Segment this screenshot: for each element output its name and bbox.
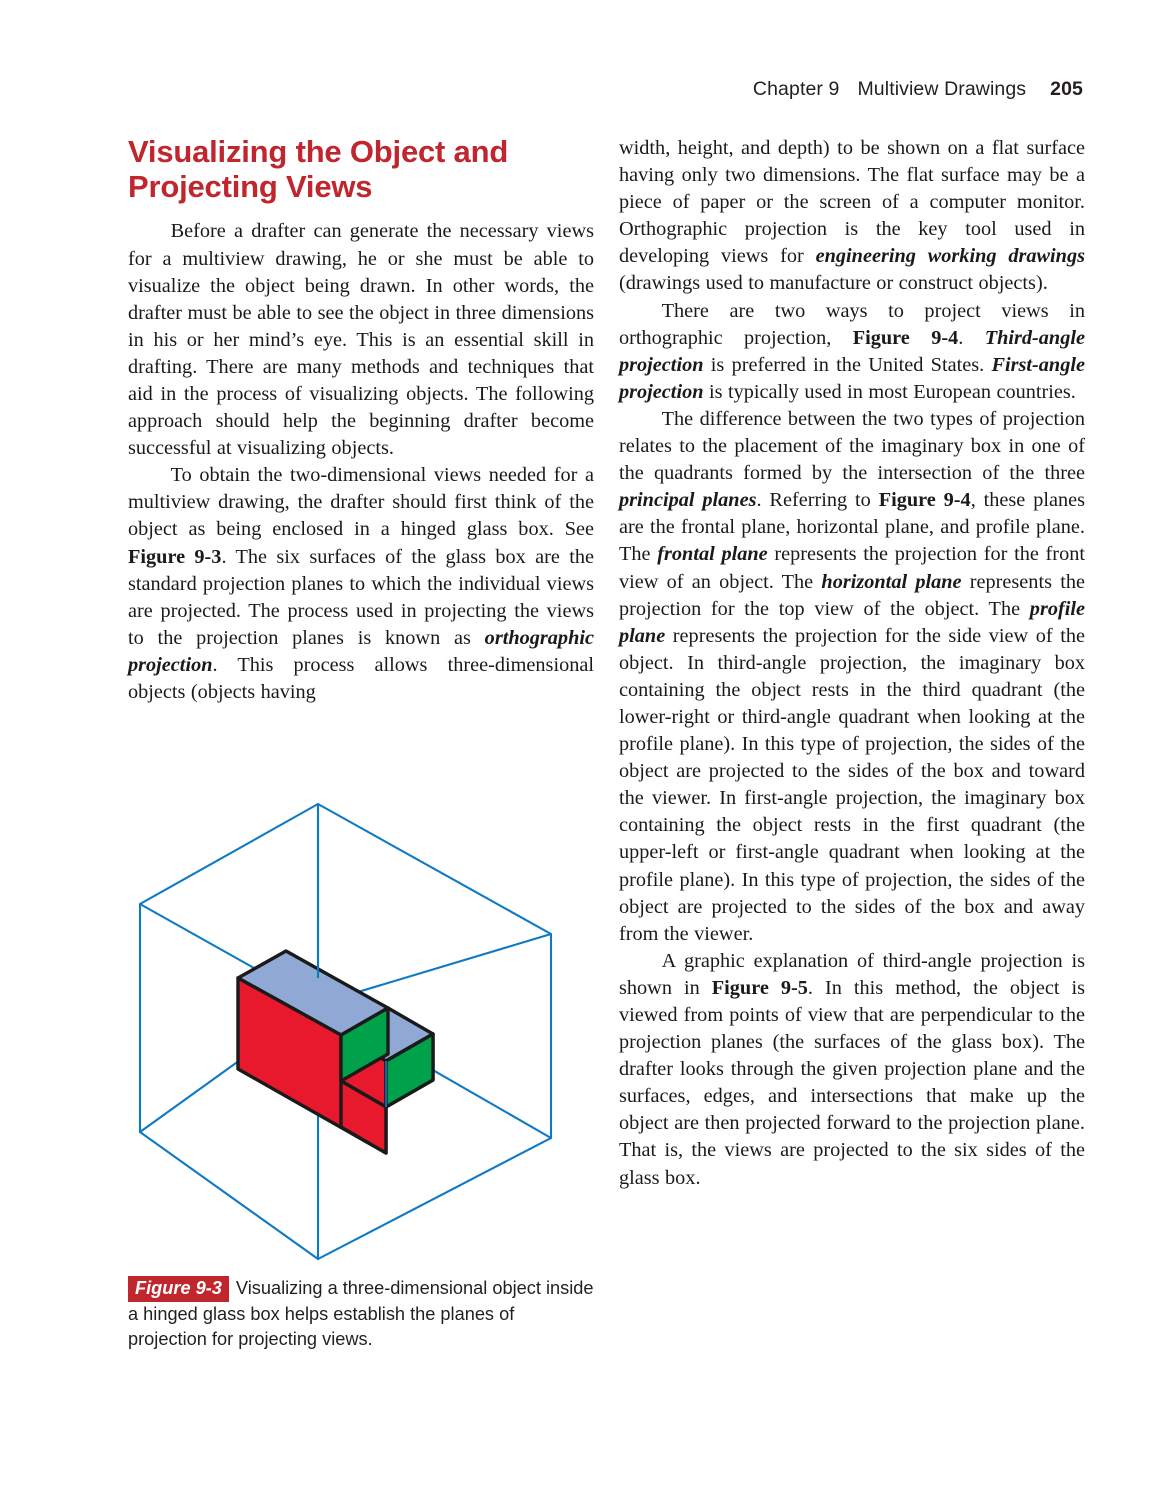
figure-reference: Figure 9-5 xyxy=(711,976,808,999)
running-head xyxy=(753,78,1083,101)
paragraph-text: is preferred in the United States. xyxy=(703,353,992,376)
figure-reference: Figure 9-4 xyxy=(852,326,959,349)
paragraph-right-4 xyxy=(619,948,1085,1192)
page-number: 205 xyxy=(1050,78,1083,100)
paragraph-right-1 xyxy=(619,135,1085,298)
paragraph-text: . This process allows three-dimensional objects (objects having xyxy=(128,653,594,704)
paragraph-text: width, height, and depth) to be shown on a flat surface having only two dimensions. The flat surface may be a piece of paper or the screen of a computer monitor. Orthographic projection is the key tool used in developing views for xyxy=(619,137,1085,268)
paragraph-text: (drawings used to manufacture or construct objects). xyxy=(619,272,1048,295)
paragraph-text: represents the projection for the side view of the object. In third-angle projection, the imaginary box containing the object rests in the third quadrant (the lower-right or third-angle quadrant when looking at the profile plane). In this type of projection, the sides of the object are projected to the sides of the box and toward the viewer. In first-angle projection, the imaginary box containing the object rests in the first quadrant (the upper-left or first-angle quadrant when looking at the profile plane). In this type of projection, the sides of the object are projected to the sides of the box and away from the viewer. xyxy=(619,624,1085,945)
left-column xyxy=(128,135,594,706)
key-term: frontal plane xyxy=(657,543,768,566)
key-term: First-angle projection xyxy=(619,353,1085,403)
paragraph-text: Before a drafter can generate the necessary views for a multiview drawing, he or she must be able to visualize the object being drawn. In other words, the drafter must be able to see the object in three dimensions in his or her mind’s eye. This is an essential skill in drafting. There are many methods and techniques that aid in the process of visualizing objects. The following approach should help the beginning drafter become successful at visualizing objects. xyxy=(128,220,594,460)
paragraph-text: . The six surfaces of the glass box are the standard projection planes to which the individual views are projected. The process used in projecting the views to the projection planes is known as xyxy=(128,545,594,649)
key-term: orthographic projection xyxy=(128,626,594,676)
paragraph-text: The difference between the two types of projection relates to the placement of the imaginary box in one of the quadrants formed by the intersection of the three xyxy=(619,407,1085,485)
paragraph-text: . In this method, the object is viewed from points of view that are perpendicular to the projection planes (the surfaces of the glass box). The drafter looks through the given projection plane and the surfaces, edges, and intersections that make up the object are then projected forward to the projection plane. That is, the views are projected to the six sides of the glass box. xyxy=(619,976,1086,1189)
key-term: profile plane xyxy=(619,597,1085,647)
key-term: principal planes xyxy=(619,489,757,512)
paragraph-text: represents the projection for the top view of the object. The xyxy=(619,570,1085,620)
key-term: Third-angle projection xyxy=(619,326,1085,376)
figure-9-3 xyxy=(128,782,594,1352)
paragraph-left-2 xyxy=(128,462,594,706)
paragraph-text: represents the projection for the front view of an object. The xyxy=(619,543,1085,593)
glass-box-bottom-plane xyxy=(140,1132,551,1259)
figure-badge: Figure 9-3 xyxy=(128,1276,229,1302)
paragraph-text: To obtain the two-dimensional views needed for a multiview drawing, the drafter should first think of the object as being enclosed in a hinged glass box. See xyxy=(128,464,594,541)
paragraph-left-1 xyxy=(128,218,594,462)
glass-box-illustration xyxy=(128,782,594,1268)
paragraph-text: . xyxy=(958,326,985,349)
page-title: Visualizing the Object and Projecting Views xyxy=(128,134,509,204)
paragraph-text: A graphic explanation of third-angle projection is shown in xyxy=(619,949,1085,999)
right-column xyxy=(619,135,1085,1192)
paragraph-text: There are two ways to project views in orthographic projection, xyxy=(619,299,1085,349)
paragraph-text: is typically used in most European countries. xyxy=(703,380,1076,403)
key-term: engineering working drawings xyxy=(815,245,1085,268)
paragraph-right-3 xyxy=(619,406,1085,948)
paragraph-right-2 xyxy=(619,298,1085,406)
figure-caption-text: Visualizing a three-dimensional object inside a hinged glass box helps establish the planes of projection for projecting views. xyxy=(128,1278,594,1350)
running-head-title: Multiview Drawings xyxy=(857,78,1027,100)
key-term: horizontal plane xyxy=(821,570,962,593)
paragraph-text: , these planes are the frontal plane, horizontal plane, and profile plane. The xyxy=(619,489,1086,566)
figure-caption xyxy=(128,1276,594,1352)
glass-box-top-plane xyxy=(140,804,551,1004)
figure-reference: Figure 9-3 xyxy=(128,545,222,568)
paragraph-text: . Referring to xyxy=(756,489,879,512)
running-head-chapter: Chapter 9 xyxy=(752,78,840,100)
figure-reference: Figure 9-4 xyxy=(878,489,971,512)
